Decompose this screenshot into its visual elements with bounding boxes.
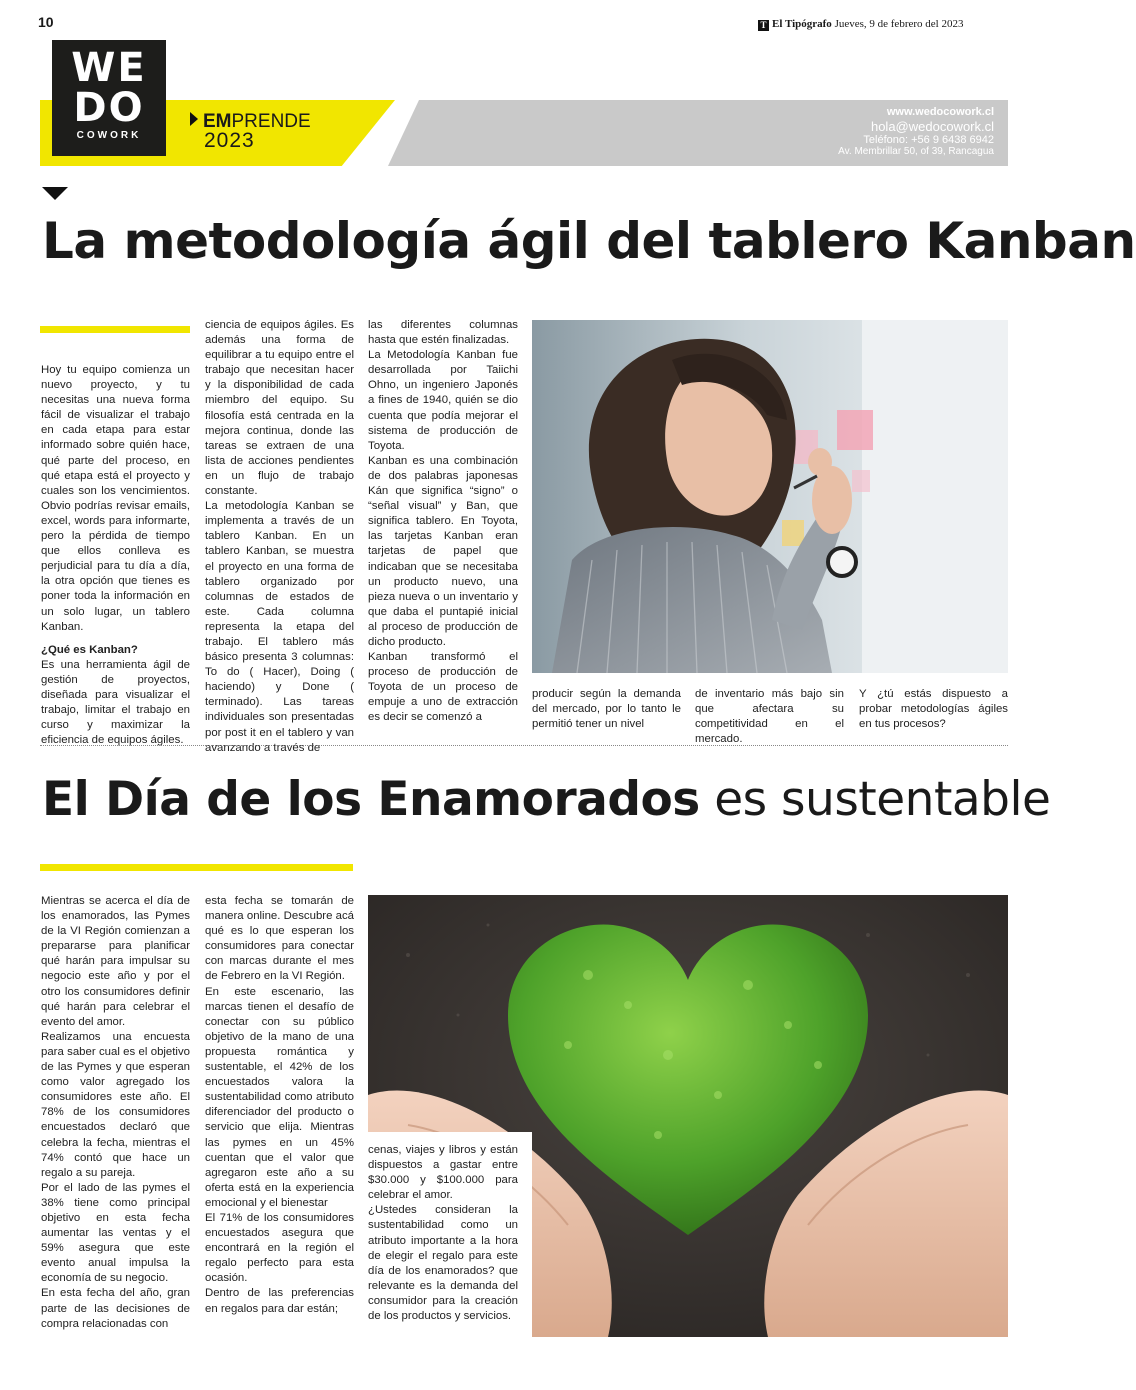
page-number: 10 bbox=[38, 14, 54, 30]
article2-col2-paragraph-4: Dentro de las preferencias en regalos para dar están; bbox=[205, 1287, 354, 1315]
banner-prende: PRENDE bbox=[231, 111, 311, 132]
article2-col3-paragraph: cenas, viajes y libros y están dispuestos a gastar entre $30.000 y $100.000 para celebrar el amor. bbox=[368, 1144, 518, 1202]
masthead bbox=[758, 18, 963, 31]
banner-em: EM bbox=[203, 111, 232, 132]
wedo-logo bbox=[52, 40, 166, 156]
contact-phone: Teléfono: +56 9 6438 6942 bbox=[863, 133, 994, 146]
article1-column-4 bbox=[532, 687, 681, 732]
contact-website[interactable]: www.wedocowork.cl bbox=[886, 106, 994, 118]
article2-col1-paragraph: Mientras se acerca el día de los enamorados, las Pymes de la VI Región comienzan a prepararse para planificar qué harán para impulsar su negocio este año y por el otro los consumidores definir qué harán para celebrar el evento del amor. bbox=[41, 895, 190, 1028]
article1-title: La metodología ágil del tablero Kanban bbox=[42, 212, 1136, 270]
section-marker-icon bbox=[42, 187, 68, 200]
article1-yellow-rule bbox=[40, 326, 190, 333]
article1-col6-paragraph: Y ¿tú estás dispuesto a probar metodologías ágiles en tus procesos? bbox=[859, 688, 1008, 731]
newspaper-logo-icon: T bbox=[758, 20, 769, 31]
article1-col1-paragraph-2: Es una herramienta ágil de gestión de proyectos, diseñada para visualizar el trabajo, limitar el trabajo en curso y maximizar la eficiencia de equipos ágiles. bbox=[41, 658, 190, 747]
contact-email[interactable]: hola@wedocowork.cl bbox=[870, 118, 994, 134]
article2-col2-paragraph-2: En este escenario, las marcas tienen el desafío de conectar con su público objetivo de la mano de una propuesta romántica y sustentable, el 42% de los encuestados valora la sustentabilidad como atributo diferenciador del producto o servicio que elija. Mientras las pymes en un 45% cuentan que el valor que agregaron este año a su oferta está en la experiencia emocional y el bienestar bbox=[205, 985, 354, 1209]
article2-title-light: es sustentable bbox=[714, 772, 1051, 827]
article2-col3-paragraph-2: ¿Ustedes consideran la sustentabilidad como un atributo importante a la hora de elegir el regalo para este día de los enamorados? que relevante es la demanda del consumidor para la creación de los productos y servicios. bbox=[368, 1204, 518, 1323]
article2-column-1 bbox=[41, 894, 190, 1332]
issue-date: Jueves, 9 de febrero del 2023 bbox=[834, 18, 964, 30]
emprende-banner bbox=[190, 112, 311, 150]
logo-line-cowork: COWORK bbox=[76, 130, 142, 141]
article2-col1-paragraph-2: Realizamos una encuesta para saber cual es el objetivo de las Pymes y que esperan como valor agregado los consumidores este año. El 78% de los consumidores encuestados declaró que celebra la fecha, mientras el 74% contó que hace un regalo a su pareja. bbox=[41, 1030, 190, 1179]
article1-col3-paragraph-3: Kanban es una combinación de dos palabras japonesas Kán que significa “signo” o “señal visual” y Ban, que significa tablero. En Toyota, las tarjetas Kanban eran tarjetas de papel que indicaban que se necesitaba un producto nuevo, una pieza nueva o un inventario y que daba el puntapié inicial al proceso de producción de dicho producto. bbox=[368, 454, 518, 648]
newspaper-name: El Tipógrafo bbox=[772, 18, 832, 30]
article2-col1-paragraph-3: Por el lado de las pymes el 38% tiene como principal objetivo en esta fecha aumentar las ventas y el 59% asegura que este evento anual impulsa la economía de su negocio. bbox=[41, 1181, 190, 1285]
article2-column-2 bbox=[205, 894, 354, 1317]
article2-col2-paragraph: esta fecha se tomarán de manera online. Descubre acá qué es lo que esperan los consumidores para conectar con marcas durante el mes de Febrero en la VI Región. bbox=[205, 895, 354, 983]
article1-col2-paragraph-2: La metodología Kanban se implementa a través de un tablero Kanban. En un tablero Kanban, se muestra el proyecto en una forma de tablero organizado por columnas de estados de este. Cada columna representa la etapa del trabajo. El tablero más básico presenta 3 columnas: To do ( Hacer), Doing ( haciendo) y Done ( terminado). Las tareas individuales son presentadas por post it en el tablero y van avanzando a través de bbox=[205, 500, 354, 754]
article1-subheading: ¿Qué es Kanban? bbox=[41, 643, 138, 656]
article1-col3-paragraph-4: Kanban transformó el proceso de producción de Toyota de un proceso de empuje a uno de extracción es decir se comenzó a bbox=[368, 651, 518, 724]
article2-title-bold: El Día de los Enamorados bbox=[42, 772, 700, 827]
article1-col4-paragraph: producir según la demanda del mercado, por lo tanto le permitió tener un nivel bbox=[532, 688, 681, 731]
article1-column-2 bbox=[205, 318, 354, 756]
section-divider bbox=[40, 745, 1008, 746]
article1-column-3 bbox=[368, 318, 518, 726]
logo-line-do: DO bbox=[73, 85, 145, 131]
article1-col5-paragraph: de inventario más bajo sin que afectara su competitividad en el mercado. bbox=[695, 688, 844, 746]
article1-col3-paragraph-2: La Metodología Kanban fue desarrollada por Taiichi Ohno, un ingeniero Japonés a fines de 1940, quién se dio cuenta que podía mejorar el sistema de producción de Toyota. bbox=[368, 349, 518, 452]
kanban-photo-illustration bbox=[532, 320, 1008, 673]
article1-column-5 bbox=[695, 687, 844, 747]
article1-col2-paragraph: ciencia de equipos ágiles. Es además una forma de equilibrar a tu equipo entre el trabajo que necesitan hacer y la disponibilidad de cada miembro del equipo. Su filosofía está centrada en la mejora continua, donde las tareas se extraen de una lista de acciones pendientes en un flujo de trabajo constante. bbox=[205, 319, 354, 498]
article1-col3-paragraph: las diferentes columnas hasta que estén finalizadas. bbox=[368, 319, 518, 347]
article2-col1-paragraph-4: En esta fecha del año, gran parte de las decisiones de compra relacionadas con bbox=[41, 1287, 190, 1330]
play-triangle-icon bbox=[190, 112, 198, 126]
article2-title bbox=[42, 772, 1050, 827]
article1-column-6 bbox=[859, 687, 1008, 732]
kanban-woman-photo bbox=[532, 320, 1008, 673]
banner-year: 2023 bbox=[204, 129, 255, 152]
article1-col1-paragraph: Hoy tu equipo comienza un nuevo proyecto, y tu necesitas una nueva forma fácil de visualizar el trabajo en cada etapa para estar informado sobre quién hace, qué parte del proceso, en qué etapa está el proyecto y cuales son los vencimientos. Obvio podrías revisar emails, excel, words para informarte, pero la pérdida de tiempo que ellos conlleva es perjudicial para tu día a día, la otra opción que tienes es poner toda la información en un solo lugar, un tablero Kanban. bbox=[41, 364, 190, 633]
logo-line-we: WE bbox=[71, 45, 147, 91]
article2-column-3 bbox=[368, 1143, 518, 1324]
contact-address: Av. Membrillar 50, of 39, Rancagua bbox=[838, 146, 994, 157]
article1-column-1 bbox=[41, 363, 190, 747]
article2-col2-paragraph-3: El 71% de los consumidores encuestados asegura que encontrará en la región el regalo perfecto para esta ocasión. bbox=[205, 1211, 354, 1285]
article2-yellow-rule bbox=[40, 864, 353, 871]
contact-block bbox=[838, 106, 994, 159]
